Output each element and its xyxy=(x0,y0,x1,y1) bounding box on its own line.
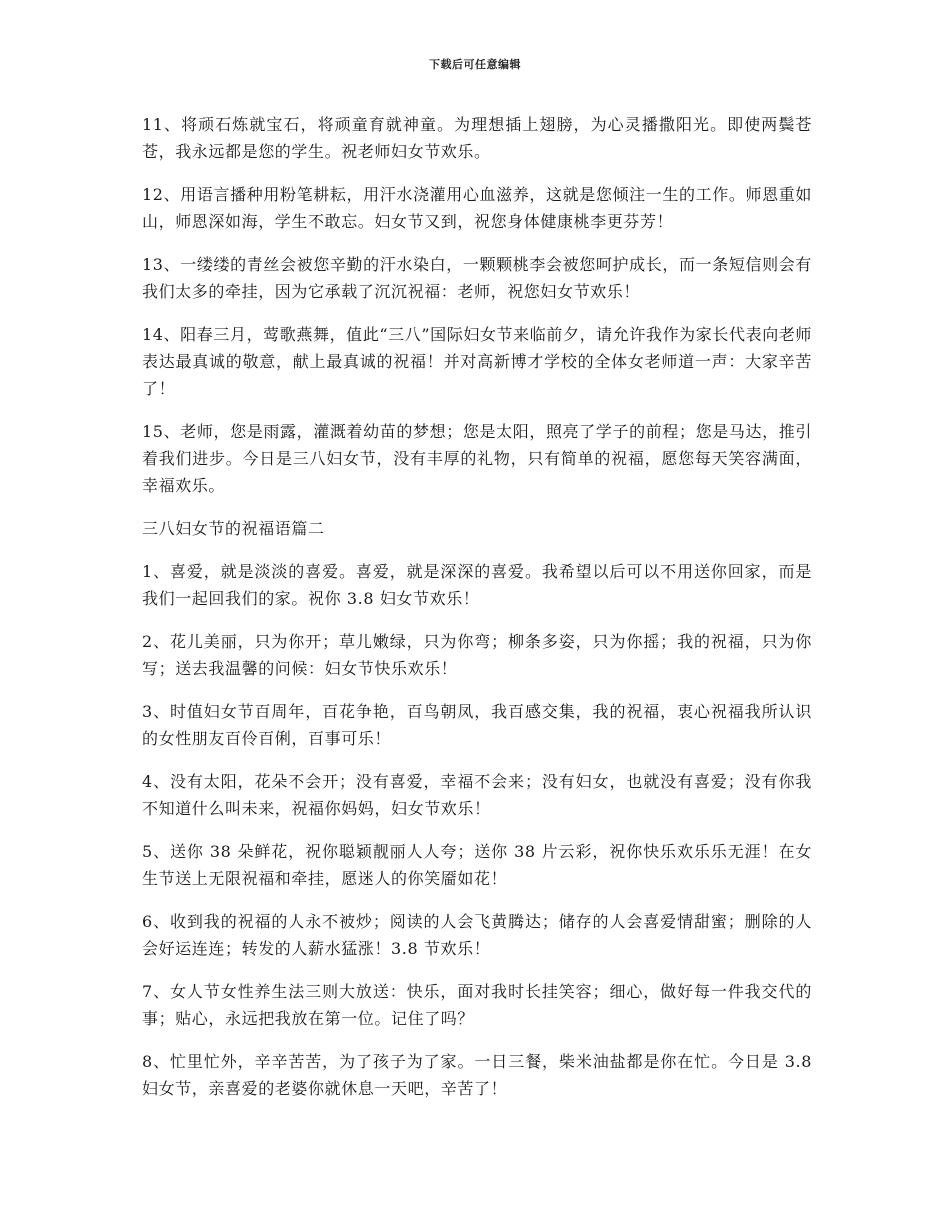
paragraph-8: 8、忙里忙外，辛辛苦苦，为了孩子为了家。一日三餐，柴米油盐都是你在忙。今日是 3.8 妇女节，亲喜爱的老婆你就休息一天吧，辛苦了！ xyxy=(142,1052,812,1098)
paragraph-4: 4、没有太阳，花朵不会开；没有喜爱，幸福不会来；没有妇女，也就没有喜爱；没有你我不知道什么叫未来，祝福你妈妈，妇女节欢乐！ xyxy=(142,772,812,818)
paragraph-6: 6、收到我的祝福的人永不被炒；阅读的人会飞黄腾达；储存的人会喜爱情甜蜜；删除的人会好运连连；转发的人薪水猛涨！3.8 节欢乐！ xyxy=(142,912,812,958)
page-header: 下载后可任意编辑 xyxy=(429,58,521,71)
paragraph-14: 14、阳春三月，莺歌燕舞，值此“三八”国际妇女节来临前夕，请允许我作为家长代表向老师表达最真诚的敬意，献上最真诚的祝福！并对高新博才学校的全体女老师道一声：大家辛苦了！ xyxy=(142,325,812,398)
document-body xyxy=(142,111,812,1118)
paragraph-7: 7、女人节女性养生法三则大放送：快乐，面对我时长挂笑容；细心，做好每一件我交代的事；贴心，永远把我放在第一位。记住了吗？ xyxy=(142,982,812,1028)
paragraph-5: 5、送你 38 朵鲜花，祝你聪颖靓丽人人夸；送你 38 片云彩，祝你快乐欢乐乐无涯！在女生节送上无限祝福和牵挂，愿迷人的你笑靥如花！ xyxy=(142,842,812,888)
paragraph-15: 15、老师，您是雨露，灌溉着幼苗的梦想；您是太阳，照亮了学子的前程；您是马达，推引着我们进步。今日是三八妇女节，没有丰厚的礼物，只有简单的祝福，愿您每天笑容满面，幸福欢乐。 xyxy=(142,422,812,495)
section-heading: 三八妇女节的祝福语篇二 xyxy=(142,519,325,538)
paragraph-13: 13、一缕缕的青丝会被您辛勤的汗水染白，一颗颗桃李会被您呵护成长，而一条短信则会有我们太多的牵挂，因为它承载了沉沉祝福：老师，祝您妇女节欢乐！ xyxy=(142,255,812,301)
paragraph-3: 3、时值妇女节百周年，百花争艳，百鸟朝凤，我百感交集，我的祝福，衷心祝福我所认识的女性朋友百伶百俐，百事可乐！ xyxy=(142,702,812,748)
paragraph-2: 2、花儿美丽，只为你开；草儿嫩绿，只为你弯；柳条多姿，只为你摇；我的祝福，只为你写；送去我温馨的问候：妇女节快乐欢乐！ xyxy=(142,632,812,678)
paragraph-11: 11、将顽石炼就宝石，将顽童育就神童。为理想插上翅膀，为心灵播撒阳光。即使两鬓苍苍，我永远都是您的学生。祝老师妇女节欢乐。 xyxy=(142,115,812,161)
paragraph-12: 12、用语言播种用粉笔耕耘，用汗水浇灌用心血滋养，这就是您倾注一生的工作。师恩重如山，师恩深如海，学生不敢忘。妇女节又到，祝您身体健康桃李更芬芳！ xyxy=(142,185,812,231)
paragraph-1: 1、喜爱，就是淡淡的喜爱。喜爱，就是深深的喜爱。我希望以后可以不用送你回家，而是我们一起回我们的家。祝你 3.8 妇女节欢乐！ xyxy=(142,562,812,608)
